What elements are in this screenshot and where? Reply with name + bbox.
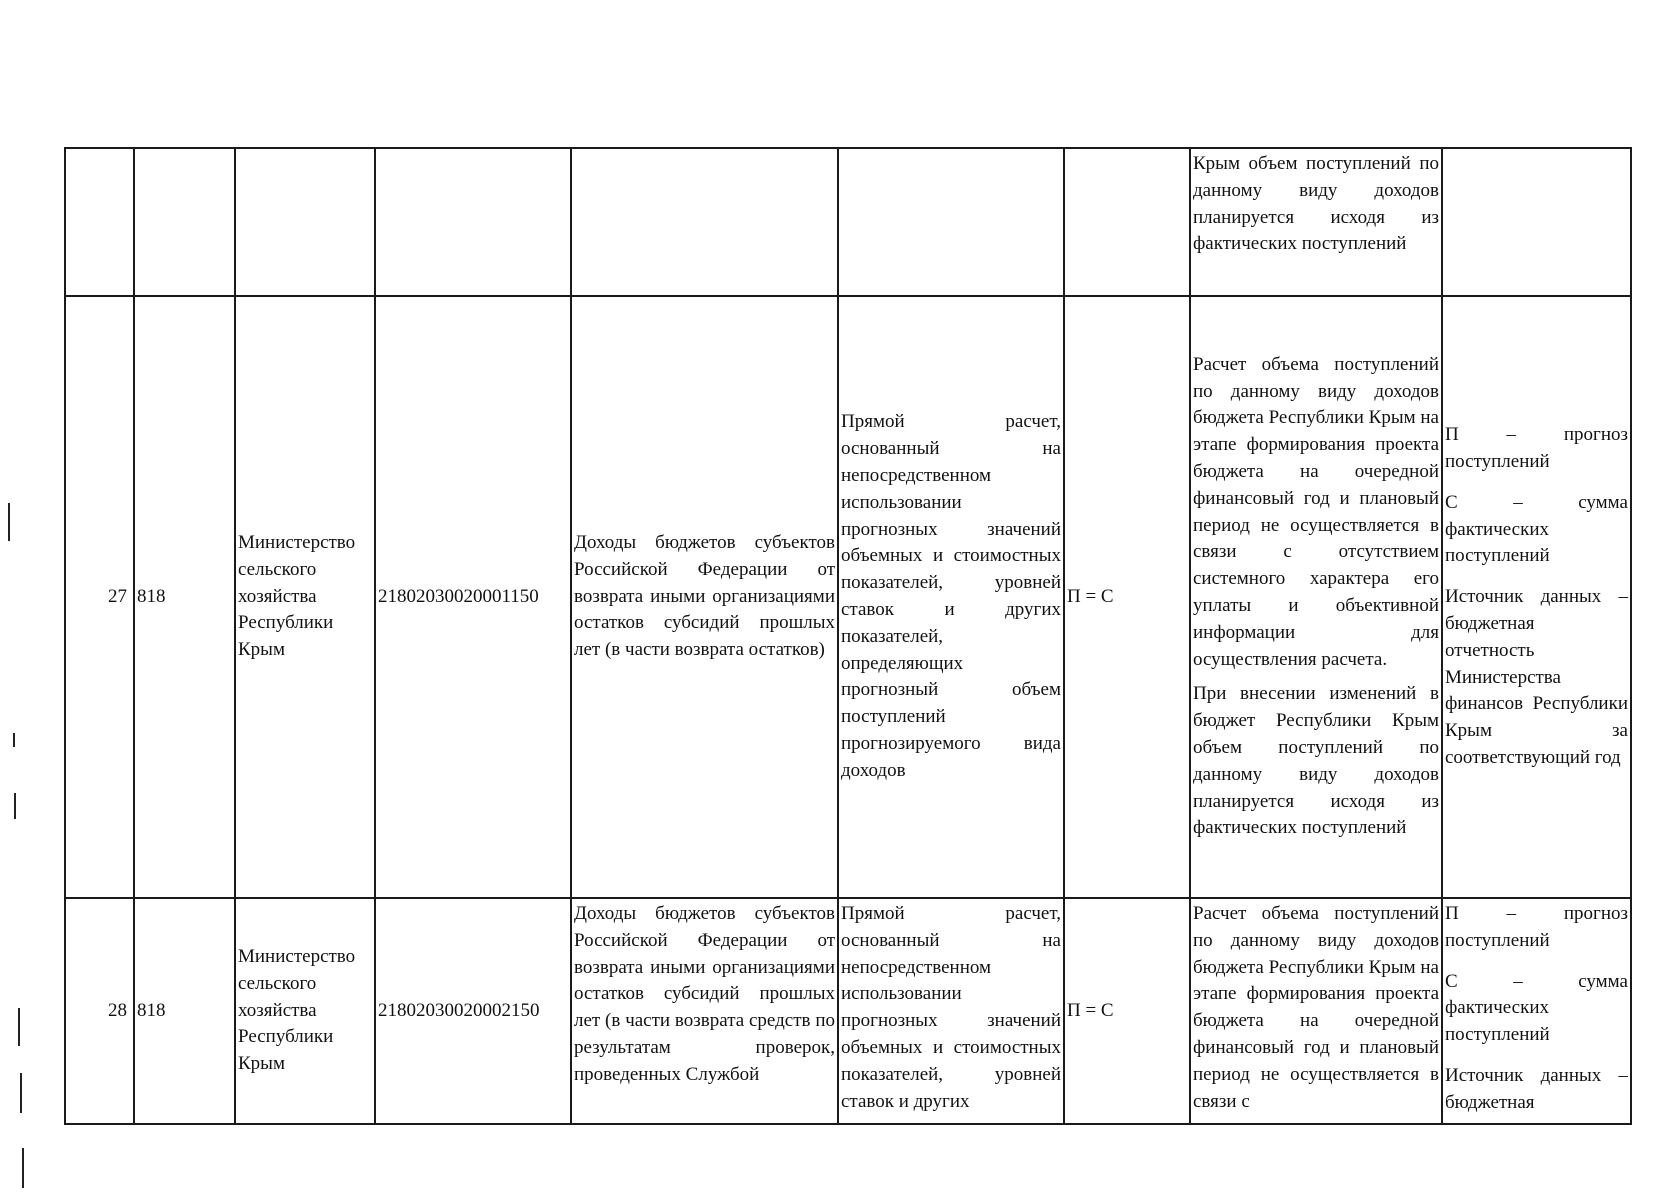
legend-item: С – сумма фактических поступлений bbox=[1445, 970, 1628, 1046]
formula-cell: П = С bbox=[1064, 296, 1190, 898]
margin-mark bbox=[13, 733, 15, 747]
margin-mark bbox=[18, 1008, 20, 1046]
margin-mark bbox=[20, 1073, 22, 1113]
description-paragraph: Расчет объема поступлений по данному виду доходов бюджета Республики Крым на этапе формирования проекта бюджета на очередной финансовый год и плановый период не осуществляется в связи с отсутствием системного характера его уплаты и объективной информации для осуществления расчета. bbox=[1193, 353, 1439, 670]
revenue-name-cell: Доходы бюджетов субъектов Российской Федерации от возврата иными организациями остатков субсидий прошлых лет (в части возврата остатков) bbox=[571, 296, 838, 898]
legend-item: П – прогноз поступлений bbox=[1445, 903, 1628, 951]
legend-cell bbox=[1442, 296, 1631, 898]
revenue-methodology-table bbox=[64, 147, 1632, 1125]
legend-cell bbox=[1442, 148, 1631, 296]
description-cell bbox=[1190, 296, 1442, 898]
margin-mark bbox=[22, 1148, 24, 1188]
administrator-cell: Министерство сельского хозяйства Республики Крым bbox=[235, 296, 375, 898]
row-number-cell: 27 bbox=[65, 296, 134, 898]
description-paragraph: При внесении изменений в бюджет Республики Крым объем поступлений по данному виду доходов планируется исходя из фактических поступлений bbox=[1193, 683, 1439, 839]
method-cell bbox=[838, 898, 1064, 1124]
revenue-name-cell bbox=[571, 898, 838, 1124]
administrator-cell: Министерство сельского хозяйства Республики Крым bbox=[235, 898, 375, 1124]
legend-item: Источник данных – бюджетная bbox=[1445, 1064, 1628, 1113]
legend-item: Источник данных – бюджетная отчетность Министерства финансов Республики Крым за соответствующий год bbox=[1445, 586, 1628, 768]
method-cell: Прямой расчет, основанный на непосредственном использовании прогнозных значений объемных и стоимостных показателей, уровней ставок и других показателей, определяющих прогнозный объем поступлений прогнозируемого вида доходов bbox=[838, 296, 1064, 898]
margin-mark bbox=[8, 503, 10, 541]
kbk-cell: 21802030020002150 bbox=[375, 898, 571, 1124]
table-row bbox=[65, 296, 1631, 898]
margin-mark bbox=[14, 793, 16, 819]
description-cell bbox=[1190, 148, 1442, 296]
description-cell bbox=[1190, 898, 1442, 1124]
legend-cell bbox=[1442, 898, 1631, 1124]
admin-code-cell bbox=[134, 148, 235, 296]
method-cell bbox=[838, 148, 1064, 296]
row-number-cell: 28 bbox=[65, 898, 134, 1124]
kbk-cell bbox=[375, 148, 571, 296]
description-paragraph: Расчет объема поступлений по данному виду доходов бюджета Республики Крым на этапе формирования проекта бюджета на очередной финансовый год и плановый период не осуществляется в связи с bbox=[1193, 903, 1439, 1112]
table-row bbox=[65, 148, 1631, 296]
revenue-name-text: Доходы бюджетов субъектов Российской Федерации от возврата иными организациями остатков субсидий прошлых лет (в части возврата средств по результатам проверок, проведенных Службой bbox=[574, 903, 835, 1085]
admin-code-cell: 818 bbox=[134, 296, 235, 898]
legend-list bbox=[1445, 901, 1628, 1121]
administrator-cell bbox=[235, 148, 375, 296]
admin-code-cell: 818 bbox=[134, 898, 235, 1124]
table-row bbox=[65, 898, 1631, 1124]
kbk-cell: 21802030020001150 bbox=[375, 296, 571, 898]
description-paragraph: Крым объем поступлений по данному виду доходов планируется исходя из фактических поступлений bbox=[1193, 153, 1439, 255]
method-text: Прямой расчет, основанный на непосредственном использовании прогнозных значений объемных и стоимостных показателей, уровней ставок и других bbox=[841, 903, 1061, 1112]
formula-cell bbox=[1064, 148, 1190, 296]
legend-item: С – сумма фактических поступлений bbox=[1445, 491, 1628, 567]
row-number-cell bbox=[65, 148, 134, 296]
legend-item: П – прогноз поступлений bbox=[1445, 424, 1628, 473]
formula-cell: П = С bbox=[1064, 898, 1190, 1124]
revenue-name-cell bbox=[571, 148, 838, 296]
